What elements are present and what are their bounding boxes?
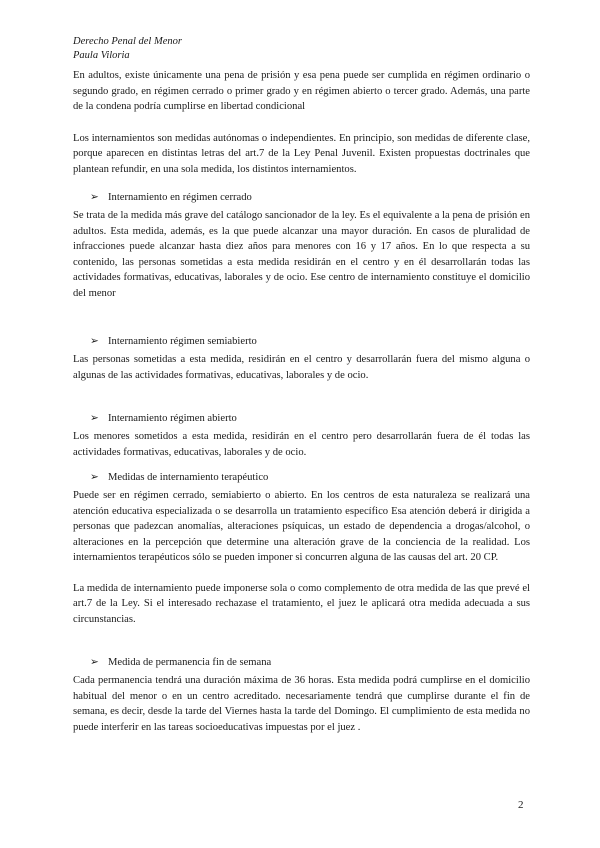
paragraph-fin-de-semana: Cada permanencia tendrá una duración máxima de 36 horas. Esta medida podrá cumplirse en el domicilio habitual del menor o en un centro acreditado. necesariamente tendrá que cumplirse durante el fin de semana, es decir, desde la tarde del Viernes hasta la tarde del Domingo. El cumplimiento de esta medida no puede interferir en las tareas socioeducativas impuestas por el juez . — [73, 675, 530, 733]
paragraph-terapeutico-2: La medida de internamiento puede imponerse sola o como complemento de otra medida de las que prevé el art.7 de la Ley. Si el interesado rechazase el tratamiento, el juez le aplicará otra medida adecuada a sus circunstancias. — [73, 582, 530, 625]
paragraph-intro: En adultos, existe únicamente una pena de prisión y esa pena puede ser cumplida en régimen ordinario o segundo grado, en régimen cerrado o primer grado y en régimen abierto o tercer grado. Además, una parte de la condena podría cumplirse en libertad condicional — [73, 70, 530, 112]
page-number: 2 — [518, 799, 524, 811]
paragraph-terapeutico: Puede ser en régimen cerrado, semiabierto o abierto. En los centros de esta naturaleza se realizará una atención educativa especializada o se desarrolla un tratamiento específico Esa atención deberá ir dirigida a personas que padezcan anomalías, alteraciones psíquicas, un estado de dependencia a drogas/alcohol, o alteraciones en la percepción que determine una alteración grave de la conciencia de la realidad. Los internamientos terapéuticos sólo se pueden imponer si concurren alguna de las causas del art. 20 CP. — [73, 490, 530, 563]
heading-text: Internamiento en régimen cerrado — [108, 192, 252, 203]
arrow-bullet-icon: ➢ — [90, 472, 99, 483]
section-heading-terapeutico — [73, 470, 530, 485]
section-heading-fin-de-semana — [73, 655, 530, 670]
arrow-bullet-icon: ➢ — [90, 657, 99, 668]
document-body — [73, 68, 530, 735]
arrow-bullet-icon: ➢ — [90, 192, 99, 203]
header-author: Paula Viloria — [73, 50, 130, 61]
heading-text: Internamiento régimen semiabierto — [108, 336, 257, 347]
header-title: Derecho Penal del Menor — [73, 36, 182, 47]
paragraph-abierto: Los menores sometidos a esta medida, residirán en el centro pero desarrollarán fuera de él todas las actividades formativas, educativas, laborales y de ocio. — [73, 431, 530, 458]
heading-text: Medida de permanencia fin de semana — [108, 657, 272, 668]
arrow-bullet-icon: ➢ — [90, 336, 99, 347]
running-header — [73, 35, 182, 63]
paragraph-internamientos: Los internamientos son medidas autónomas o independientes. En principio, son medidas de diferente clase, porque aparecen en distintas letras del art.7 de la Ley Penal Juvenil. Existen propuestas doctrinales que plantean refundir, en una sola medida, los distintos internamientos. — [73, 132, 530, 175]
section-heading-abierto — [73, 411, 530, 426]
paragraph-semiabierto: Las personas sometidas a esta medida, residirán en el centro y desarrollarán fuera del mismo alguna o algunas de las actividades formativas, educativas, laborales y de ocio. — [73, 354, 530, 381]
section-heading-semiabierto — [73, 334, 530, 349]
heading-text: Internamiento régimen abierto — [108, 413, 237, 424]
paragraph-cerrado: Se trata de la medida más grave del catálogo sancionador de la ley. Es el equivalente a la pena de prisión en adultos. Esta medida, además, es la que puede alcanzar una mayor duración. En casos de pluralidad de infracciones puede alcanzar hasta diez años para menores con 16 y 17 años. En lo que respecta a su contenido, las personas sometidas a esta medida residirán en el centro y en él desarrollarán todas las actividades formativas, educativas, laborales y de ocio. Ese centro de internamiento constituye el domicilio del menor — [73, 210, 530, 299]
heading-text: Medidas de internamiento terapéutico — [108, 472, 269, 483]
arrow-bullet-icon: ➢ — [90, 413, 99, 424]
section-heading-cerrado — [73, 190, 530, 205]
